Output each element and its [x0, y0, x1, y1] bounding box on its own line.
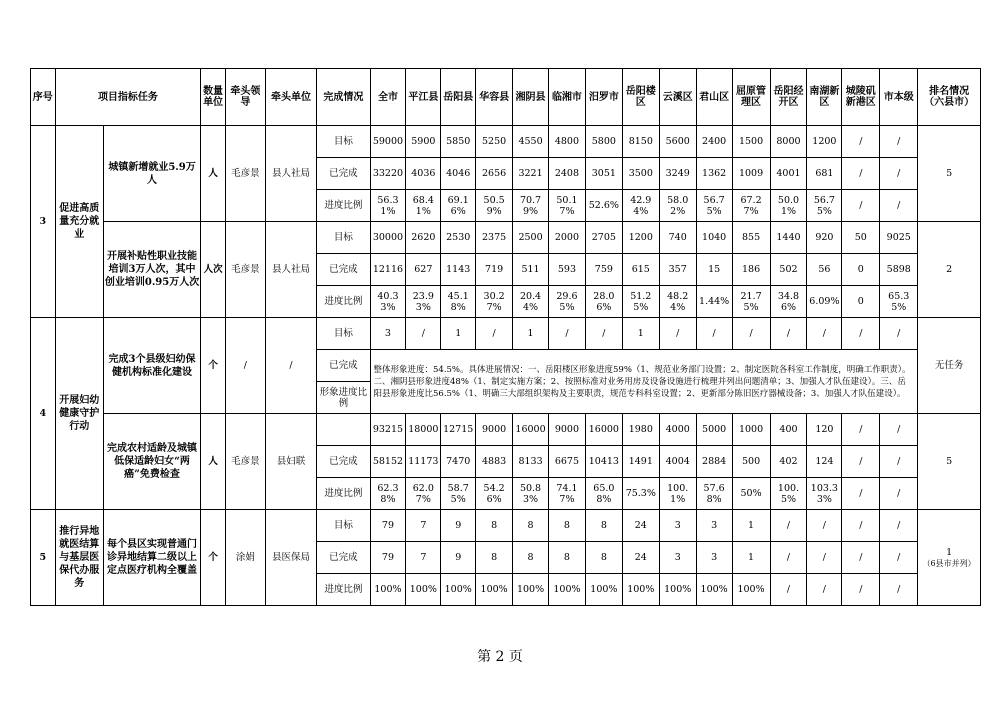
value-cell: 58.02% [659, 190, 696, 222]
rank-cell [918, 126, 981, 222]
value-cell: 1491 [622, 446, 659, 478]
value-cell: 100.1% [659, 478, 696, 510]
value-cell: 1 [441, 318, 476, 350]
value-cell: / [880, 574, 918, 606]
value-cell: 1440 [770, 222, 807, 254]
value-cell: 9000 [476, 414, 513, 446]
value-cell: 2000 [548, 222, 585, 254]
value-cell: 1 [732, 510, 770, 542]
value-cell: 50.59% [476, 190, 513, 222]
value-cell: 3 [696, 510, 732, 542]
column-header: 排名情况（六县市） [918, 69, 981, 126]
value-cell: 4036 [406, 158, 441, 190]
value-cell: 2705 [585, 222, 622, 254]
column-header: 汨罗市 [585, 69, 622, 126]
table-row [31, 414, 981, 446]
value-cell: 5900 [406, 126, 441, 158]
value-cell: 1200 [807, 126, 842, 158]
value-cell: 67.27% [732, 190, 770, 222]
value-cell: 920 [807, 222, 842, 254]
column-header: 全市 [370, 69, 406, 126]
value-cell: 93215 [370, 414, 406, 446]
value-cell: 3 [370, 318, 406, 350]
column-header: 市本级 [880, 69, 918, 126]
value-cell: 54.26% [476, 478, 513, 510]
leader-cell: / [225, 318, 265, 414]
value-cell: / [770, 510, 807, 542]
rank-cell [918, 510, 981, 606]
value-cell: 62.07% [406, 478, 441, 510]
column-header: 岳阳县 [441, 69, 476, 126]
value-cell: 502 [770, 254, 807, 286]
column-header: 云溪区 [659, 69, 696, 126]
value-cell: 1 [622, 318, 659, 350]
value-cell: 65.08% [585, 478, 622, 510]
row-label: 进度比例 [317, 190, 370, 222]
value-cell: 100% [732, 574, 770, 606]
project-name: 促进高质量充分就业 [55, 126, 103, 318]
value-cell: 18000 [406, 414, 441, 446]
value-cell: 7 [406, 510, 441, 542]
value-cell: 0 [842, 254, 880, 286]
value-cell: / [585, 318, 622, 350]
value-cell: 124 [807, 446, 842, 478]
value-cell: 58.75% [441, 478, 476, 510]
value-cell: 70.79% [513, 190, 549, 222]
value-cell: 42.94% [622, 190, 659, 222]
value-cell: 719 [476, 254, 513, 286]
value-cell: 65.35% [880, 286, 918, 318]
value-cell: 8 [548, 510, 585, 542]
row-label: 形象进度比例 [317, 382, 370, 414]
value-cell: 11173 [406, 446, 441, 478]
value-cell: 3 [696, 542, 732, 574]
value-cell: 4004 [659, 446, 696, 478]
value-cell: 2656 [476, 158, 513, 190]
table-row [31, 126, 981, 158]
value-cell: 3 [659, 510, 696, 542]
value-cell: / [807, 542, 842, 574]
value-cell: / [807, 318, 842, 350]
value-cell: 48.24% [659, 286, 696, 318]
row-label: 已完成 [317, 542, 370, 574]
value-cell: / [807, 574, 842, 606]
value-cell: 5800 [585, 126, 622, 158]
row-label: 已完成 [317, 446, 370, 478]
value-cell: / [842, 446, 880, 478]
value-cell: 24 [622, 510, 659, 542]
value-cell: 1143 [441, 254, 476, 286]
row-label: 目标 [317, 318, 370, 350]
value-cell: 100% [370, 574, 406, 606]
rank-value: 5 [946, 456, 953, 467]
value-cell: 51.25% [622, 286, 659, 318]
value-cell: 33220 [370, 158, 406, 190]
value-cell: 58152 [370, 446, 406, 478]
value-cell: 8 [585, 542, 622, 574]
value-cell: 9000 [548, 414, 585, 446]
project-name: 推行异地就医结算与基层医保代办服务 [55, 510, 103, 606]
value-cell: 4800 [548, 126, 585, 158]
value-cell: 68.41% [406, 190, 441, 222]
column-header: 序号 [31, 69, 56, 126]
value-cell: 2530 [441, 222, 476, 254]
value-cell: 3051 [585, 158, 622, 190]
value-cell: 100% [548, 574, 585, 606]
value-cell: 500 [732, 446, 770, 478]
column-header: 岳阳经开区 [770, 69, 807, 126]
row-seq: 4 [31, 318, 56, 510]
value-cell: 79 [370, 542, 406, 574]
value-cell: 1500 [732, 126, 770, 158]
value-cell: 28.06% [585, 286, 622, 318]
value-cell: 50.83% [513, 478, 549, 510]
value-cell: 56.75% [807, 190, 842, 222]
value-cell: 2500 [513, 222, 549, 254]
progress-table [30, 68, 981, 606]
progress-note: 整体形象进度：54.5%。具体进展情况：一、岳阳楼区形象进度59%（1、规范业务部门设置；2、制定医院各科室工作制度，明确工作职责）。二、湘阴县形象进度48%（1、制定实施方案；2、按照标准对业务用房及设备设施进行梳理并列出问题清单；3、加强人才队伍建设）。三、岳阳县形象进度比56.5%（1、明确三大部组织架构及主要职责，规范专科科室设置；2、更新部分陈旧医疗器械设备；3、加强人才队伍建设）。 [370, 350, 918, 414]
leader-cell: 毛彦景 [225, 126, 265, 222]
column-header: 城陵矶新港区 [842, 69, 880, 126]
header-row [31, 69, 981, 126]
value-cell: 1980 [622, 414, 659, 446]
value-cell: 56.31% [370, 190, 406, 222]
value-cell: / [880, 542, 918, 574]
column-header: 完成情况 [317, 69, 370, 126]
value-cell: 12116 [370, 254, 406, 286]
dept-cell: 县妇联 [265, 414, 316, 510]
value-cell: 40.33% [370, 286, 406, 318]
value-cell: 8000 [770, 126, 807, 158]
page-footer: 第 2 页 [477, 649, 523, 665]
value-cell: 50.01% [770, 190, 807, 222]
value-cell: 5898 [880, 254, 918, 286]
value-cell: 3 [659, 542, 696, 574]
value-cell: 3221 [513, 158, 549, 190]
value-cell: 8 [476, 510, 513, 542]
value-cell: 511 [513, 254, 549, 286]
value-cell: 50% [732, 478, 770, 510]
value-cell: 1000 [732, 414, 770, 446]
rank-value: 无任务 [934, 360, 964, 371]
value-cell: 69.16% [441, 190, 476, 222]
value-cell: 1200 [622, 222, 659, 254]
value-cell: 120 [807, 414, 842, 446]
value-cell: 103.33% [807, 478, 842, 510]
row-label: 进度比例 [317, 286, 370, 318]
value-cell: / [880, 414, 918, 446]
value-cell: 8 [548, 542, 585, 574]
value-cell: 10413 [585, 446, 622, 478]
value-cell: 2375 [476, 222, 513, 254]
value-cell: 12715 [441, 414, 476, 446]
value-cell: / [842, 318, 880, 350]
value-cell: / [548, 318, 585, 350]
column-header: 临湘市 [548, 69, 585, 126]
row-label: 已完成 [317, 254, 370, 286]
value-cell: 59000 [370, 126, 406, 158]
value-cell: 4046 [441, 158, 476, 190]
row-seq: 3 [31, 126, 56, 318]
value-cell: 4550 [513, 126, 549, 158]
value-cell: 1 [513, 318, 549, 350]
value-cell: 100% [659, 574, 696, 606]
column-header: 牵头单位 [265, 69, 316, 126]
value-cell: 50.17% [548, 190, 585, 222]
value-cell: 34.86% [770, 286, 807, 318]
value-cell: 855 [732, 222, 770, 254]
leader-cell: 涂娟 [225, 510, 265, 606]
value-cell: 186 [732, 254, 770, 286]
value-cell: 8 [513, 542, 549, 574]
value-cell: / [842, 190, 880, 222]
value-cell: 3500 [622, 158, 659, 190]
value-cell: 681 [807, 158, 842, 190]
value-cell: / [807, 510, 842, 542]
unit-cell: 人 [201, 414, 226, 510]
value-cell: 100% [476, 574, 513, 606]
column-header: 牵头领导 [225, 69, 265, 126]
column-header: 湘阴县 [513, 69, 549, 126]
value-cell: / [476, 318, 513, 350]
value-cell: 759 [585, 254, 622, 286]
value-cell: 8133 [513, 446, 549, 478]
value-cell: 100.5% [770, 478, 807, 510]
column-header: 南湖新区 [807, 69, 842, 126]
row-label: 目标 [317, 510, 370, 542]
column-header: 数量单位 [201, 69, 226, 126]
value-cell: 16000 [585, 414, 622, 446]
value-cell: 16000 [513, 414, 549, 446]
value-cell: 2620 [406, 222, 441, 254]
value-cell: 30000 [370, 222, 406, 254]
leader-cell: 毛彦景 [225, 222, 265, 318]
value-cell: / [880, 446, 918, 478]
value-cell: 400 [770, 414, 807, 446]
value-cell: 6.09% [807, 286, 842, 318]
value-cell: 6675 [548, 446, 585, 478]
value-cell: 74.17% [548, 478, 585, 510]
value-cell: 24 [622, 542, 659, 574]
value-cell: 1362 [696, 158, 732, 190]
row-label: 已完成 [317, 158, 370, 190]
value-cell: / [880, 158, 918, 190]
value-cell: 0 [842, 286, 880, 318]
value-cell: 8 [513, 510, 549, 542]
value-cell: 615 [622, 254, 659, 286]
unit-cell: 人 [201, 126, 226, 222]
rank-cell [918, 318, 981, 414]
value-cell: 5000 [696, 414, 732, 446]
value-cell: 1 [732, 542, 770, 574]
value-cell: 75.3% [622, 478, 659, 510]
task-name: 城镇新增就业5.9万人 [103, 126, 200, 222]
table-row [31, 510, 981, 542]
value-cell: / [842, 158, 880, 190]
value-cell: 100% [696, 574, 732, 606]
value-cell: 20.44% [513, 286, 549, 318]
value-cell: 45.18% [441, 286, 476, 318]
value-cell: 5250 [476, 126, 513, 158]
value-cell: / [732, 318, 770, 350]
table-row [31, 318, 981, 350]
row-label [317, 414, 370, 446]
column-header: 屈原管理区 [732, 69, 770, 126]
value-cell: 62.38% [370, 478, 406, 510]
rank-cell [918, 222, 981, 318]
value-cell: 9 [441, 542, 476, 574]
row-label: 进度比例 [317, 478, 370, 510]
value-cell: / [842, 574, 880, 606]
rank-value: 5 [946, 168, 953, 179]
value-cell: 52.6% [585, 190, 622, 222]
value-cell: 4000 [659, 414, 696, 446]
value-cell: / [842, 478, 880, 510]
unit-cell: 人次 [201, 222, 226, 318]
value-cell: 100% [585, 574, 622, 606]
value-cell: 402 [770, 446, 807, 478]
unit-cell: 个 [201, 510, 226, 606]
dept-cell: 县人社局 [265, 222, 316, 318]
rank-cell [918, 414, 981, 510]
value-cell: 79 [370, 510, 406, 542]
column-header: 华容县 [476, 69, 513, 126]
value-cell: 7470 [441, 446, 476, 478]
value-cell: 2408 [548, 158, 585, 190]
row-label: 已完成 [317, 350, 370, 382]
column-header: 项目指标任务 [55, 69, 201, 126]
rank-note: （6县市并列） [922, 558, 976, 568]
value-cell: 100% [406, 574, 441, 606]
value-cell: / [880, 126, 918, 158]
column-header: 平江县 [406, 69, 441, 126]
value-cell: 15 [696, 254, 732, 286]
value-cell: 100% [441, 574, 476, 606]
value-cell: / [842, 414, 880, 446]
value-cell: 8 [476, 542, 513, 574]
project-name: 开展妇幼健康守护行动 [55, 318, 103, 510]
unit-cell: 个 [201, 318, 226, 414]
row-label: 目标 [317, 222, 370, 254]
value-cell: 50 [842, 222, 880, 254]
value-cell: 7 [406, 542, 441, 574]
row-label: 进度比例 [317, 574, 370, 606]
value-cell: 100% [622, 574, 659, 606]
value-cell: / [880, 510, 918, 542]
value-cell: 8 [585, 510, 622, 542]
value-cell: 29.65% [548, 286, 585, 318]
value-cell: 57.68% [696, 478, 732, 510]
task-name: 每个县区实现普通门诊异地结算二级以上定点医疗机构全覆盖 [103, 510, 200, 606]
value-cell: 5600 [659, 126, 696, 158]
value-cell: 1040 [696, 222, 732, 254]
value-cell: / [880, 318, 918, 350]
value-cell: 56.75% [696, 190, 732, 222]
rank-value: 2 [946, 264, 953, 275]
dept-cell: / [265, 318, 316, 414]
value-cell: / [770, 318, 807, 350]
row-label: 目标 [317, 126, 370, 158]
value-cell: 357 [659, 254, 696, 286]
value-cell: 21.75% [732, 286, 770, 318]
dept-cell: 县人社局 [265, 126, 316, 222]
value-cell: / [880, 190, 918, 222]
task-name: 开展补贴性职业技能培训3万人次，其中创业培训0.95万人次 [103, 222, 200, 318]
value-cell: 2884 [696, 446, 732, 478]
value-cell: / [842, 510, 880, 542]
value-cell: / [880, 478, 918, 510]
value-cell: 740 [659, 222, 696, 254]
value-cell: 9025 [880, 222, 918, 254]
rank-value: 1 [946, 546, 953, 558]
column-header: 岳阳楼区 [622, 69, 659, 126]
value-cell: 30.27% [476, 286, 513, 318]
table-row [31, 222, 981, 254]
value-cell: / [770, 574, 807, 606]
value-cell: 23.93% [406, 286, 441, 318]
value-cell: 5850 [441, 126, 476, 158]
value-cell: 56 [807, 254, 842, 286]
task-name: 完成3个县级妇幼保健机构标准化建设 [103, 318, 200, 414]
value-cell: 4001 [770, 158, 807, 190]
leader-cell: 毛彦景 [225, 414, 265, 510]
value-cell: 8150 [622, 126, 659, 158]
value-cell: 4883 [476, 446, 513, 478]
value-cell: 3249 [659, 158, 696, 190]
value-cell: / [842, 126, 880, 158]
value-cell: / [770, 542, 807, 574]
value-cell: 1009 [732, 158, 770, 190]
value-cell: / [406, 318, 441, 350]
value-cell: 2400 [696, 126, 732, 158]
row-seq: 5 [31, 510, 56, 606]
value-cell: / [696, 318, 732, 350]
value-cell: 627 [406, 254, 441, 286]
column-header: 君山区 [696, 69, 732, 126]
value-cell: 1.44% [696, 286, 732, 318]
value-cell: / [842, 542, 880, 574]
dept-cell: 县医保局 [265, 510, 316, 606]
value-cell: 9 [441, 510, 476, 542]
value-cell: / [659, 318, 696, 350]
value-cell: 593 [548, 254, 585, 286]
value-cell: 100% [513, 574, 549, 606]
task-name: 完成农村适龄及城镇低保适龄妇女“两癌”免费检查 [103, 414, 200, 510]
